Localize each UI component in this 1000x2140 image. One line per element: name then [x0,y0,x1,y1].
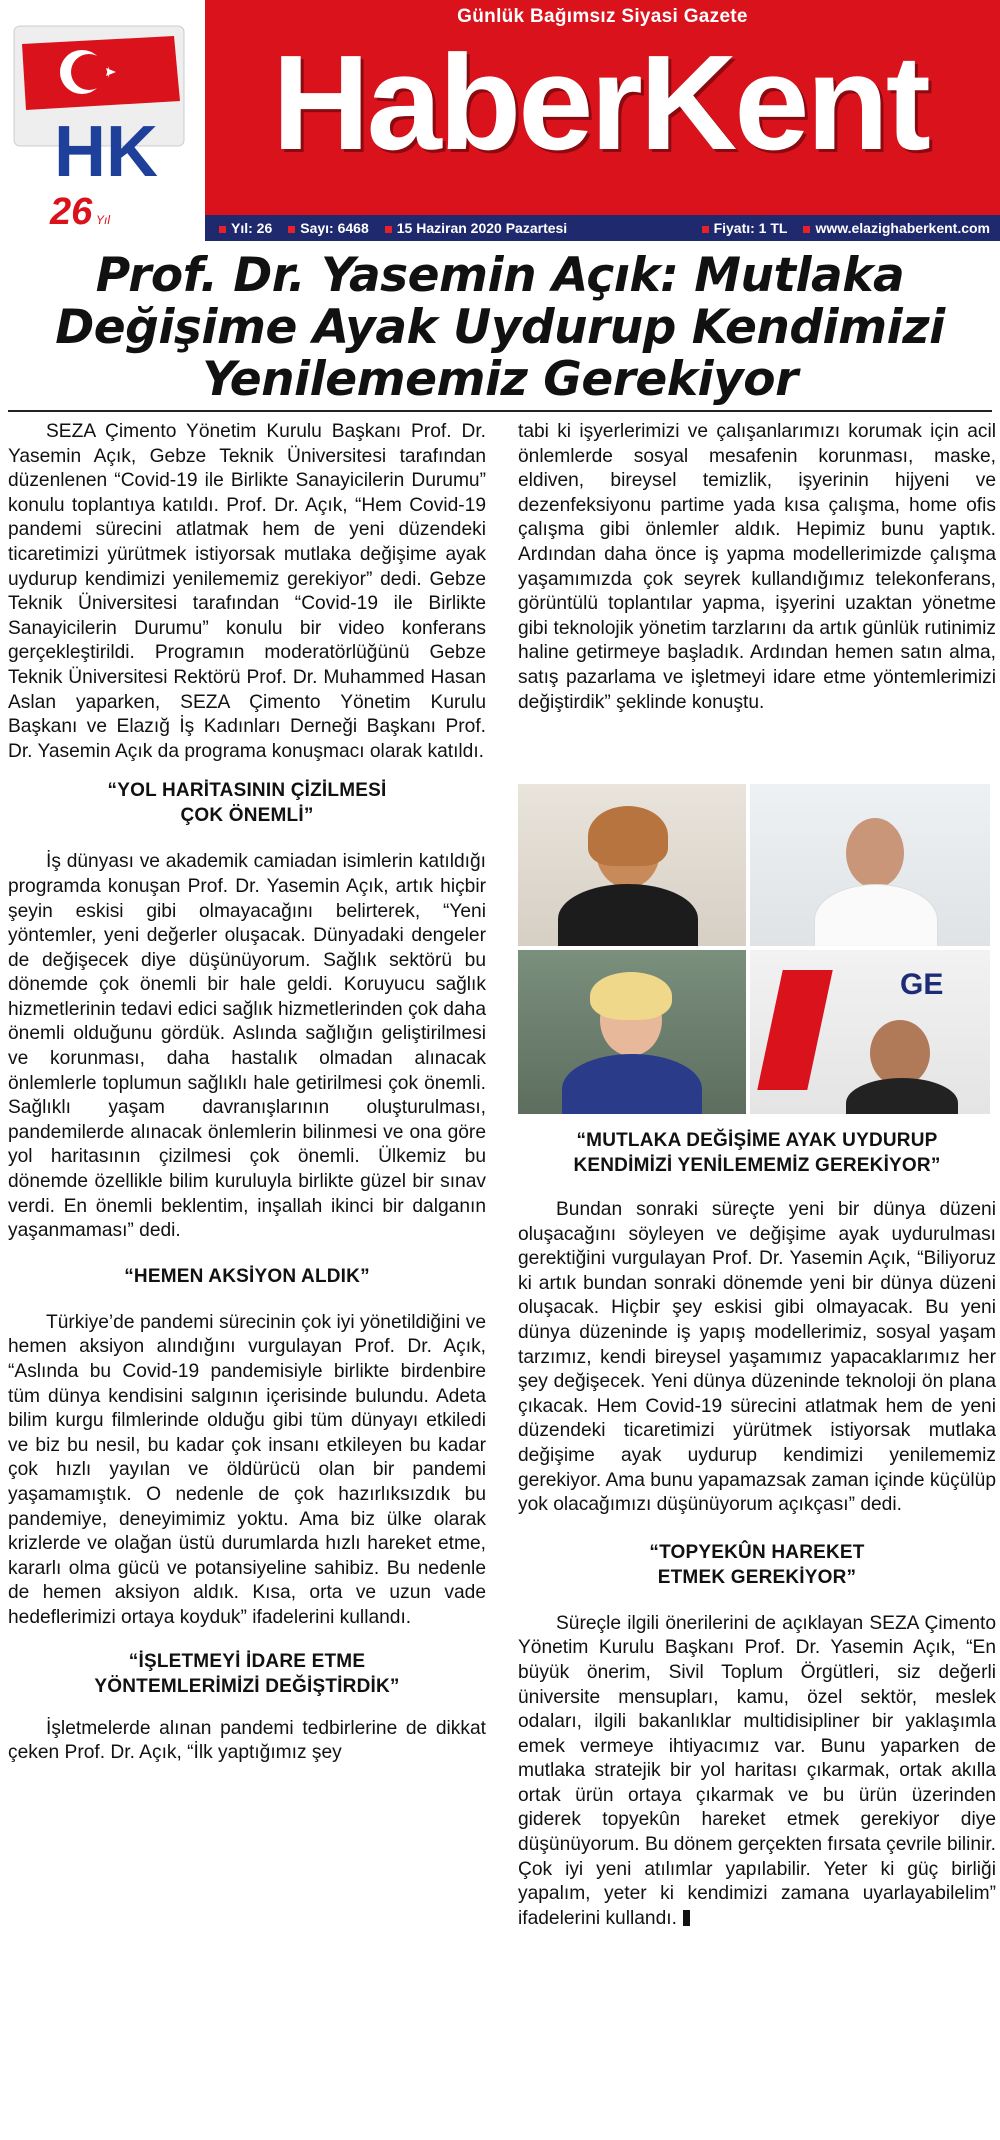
participant-photo-1 [518,784,746,946]
left-column [8,420,486,1766]
left-paragraph-1: SEZA Çimento Yönetim Kurulu Başkanı Prof. Dr. Yasemin Açık, Gebze Teknik Üniversitesi tarafından düzenlenen “Covid-19 ile Birlikte Sanayicilerin Durumu” konulu toplantıya katıldı. Prof. Dr. Açık, “Hem Covid-19 pandemi sürecini atlatmak hem de yeni düzendeki ticaretimizi yürütmek istiyorsak mutlaka değişime ayak uydurup kendimizi yenilememiz gerekiyor” dedi. Gebze Teknik Üniversitesi tarafından “Covid-19 ile Birlikte Sanayicilerin Durumu” konulu bir video konferans gerçekleştirildi. Programın moderatörlüğünü Gebze Teknik Üniversitesi Rektörü Prof. Dr. Muhammed Hasan Aslan yaparken, SEZA Çimento Yönetim Kurulu Başkanı ve Elazığ İş Kadınları Derneği Başkanı Prof. Dr. Yasemin Açık da programa konuşmacı olarak katıldı. [8,421,486,762]
headline-rule [8,410,992,412]
logo-hk-text: HK [54,112,158,192]
participant-photo-3 [518,950,746,1114]
gtu-logo-text: GE [900,968,944,1001]
masthead-tagline: Günlük Bağımsız Siyasi Gazete [457,6,748,27]
subheading-isletmeyi-idare: “İŞLETMEYİ İDARE ETME YÖNTEMLERİMİZİ DEĞİŞTİRDİK” [94,1650,400,1697]
left-paragraph-4: İşletmelerde alınan pandemi tedbirlerine de dikkat çeken Prof. Dr. Açık, “İlk yaptığımız şey [8,1717,486,1764]
right-column-bottom [518,1128,996,1931]
right-paragraph-3: Süreçle ilgili önerilerini de açıklayan SEZA Çimento Yönetim Kurulu Başkanı Prof. Dr. Yasemin Açık, “En büyük önerim, Sivil Toplum Örgütleri, siz değerli üniversite mensupları, kamu, özel sektör, meslek odaları, ilgili bakanlıklar multidisipliner bir yaklaşımla emek vermeye ihtiyacımız var. Bunu yaparken de mutlaka stratejik bir yol haritası çıkarmak, ortak akılla ortak ürün ortaya çıkarmak ve bu ürün üzerinden giderek topyekûn hareket etmek gerekiyor diye düşünüyorum. Bu dönem gerçekten fırsata çevrile bilinir. Çok iyi yeni atılımlar yapılabilir. Yeter ki güç birliği yapalım, yeter ki kendimizi zamana uyarlayabilelim” ifadelerini kullandı. [518,1612,996,1929]
masthead-brand-title: HaberKent [272,27,928,178]
masthead [0,0,1000,240]
article-headline: Prof. Dr. Yasemin Açık: Mutlaka Değişime Ayak Uydurup Kendimizi Yenilememiz Gerekiyor [55,248,945,407]
issue-year: Yıl: 26 [219,220,272,236]
website-link[interactable]: www.elazighaberkent.com [803,220,1000,236]
subheading-hemen-aksiyon: “HEMEN AKSİYON ALDIK” [124,1265,370,1287]
article-end-mark [683,1910,690,1926]
participant-photo-4 [750,950,990,1114]
right-paragraph-2: Bundan sonraki süreçte yeni bir dünya düzeni oluşacağını söyleyen ve değişime ayak uydurulması gerektiğini vurgulayan Prof. Dr. Yasemin Açık, “Biliyoruz ki artık bundan sonraki dönemde yeni bir dünya düzeni oluşacak. Hiçbir şey eskisi gibi olmayacak. Bu yeni dünya düzeninde iş yapış modellerimiz, sosyal yaşam tarzımız, kendi bireysel yaşamımız yapacaklarımız her şey değişecek. Yeni dünya düzeninde teknoloji ön plana çıkacak. Hem Covid-19 sürecini atlatmak hem de yeni düzendeki ticaretimizi yürütmek istiyorsak mutlaka değişime ayak uydurup kendimizi yenilememiz gerekiyor. Ama bunu yapamazsak zaman içinde küçülüp yok olacağımızı düşünüyorum açıkçası” dedi. [518,1199,996,1516]
issue-date: 15 Haziran 2020 Pazartesi [385,220,567,236]
subheading-yol-haritasi: “YOL HARİTASININ ÇİZİLMESİ ÇOK ÖNEMLİ” [107,780,387,827]
issue-price: Fiyatı: 1 TL [702,220,788,236]
video-conference-photo [518,784,990,1114]
subheading-mutlaka-degisime: “MUTLAKA DEĞİŞİME AYAK UYDURUP KENDİMİZİ YENİLEMEMİZ GEREKİYOR” [573,1130,941,1176]
issue-number: Sayı: 6468 [288,220,369,236]
logo-anniversary-unit: Yıl [96,213,111,227]
participant-photo-2 [750,784,990,946]
left-paragraph-3: Türkiye’de pandemi sürecinin çok iyi yönetildiğini ve hemen aksiyon alındığını vurgulayan Prof. Dr. Açık, “Aslında bu Covid-19 pandemisiyle birlikte birdenbire tüm dünya kendisini salgının içerisinde bulundu. Adeta bilim kurgu filmlerinde olduğu gibi tüm dünyayı etkiledi ve biz bu nesil, bu kadar çok insanı etkileyen bu kadar çok hızlı yayılan ve öldürücü olan bir pandemi yaşamamıştık. O nedenle de çok hazırlıksızdık bu pandemiye, deneyimimiz yoktu. Ama biz ülke olarak krizlerde ve olağan üstü durumlarda hızlı hareket etme, kararlı olma gücü ve potansiyeline sahibiz. Bu nedenle de hemen aksiyon aldık. Kısa, orta ve uzun vade hedeflerimizi ortaya koyduk” ifadelerini kullandı. [8,1311,486,1628]
right-column-top [518,420,996,715]
masthead-info-bar [205,215,1000,241]
haberkent-logo [4,6,204,236]
subheading-topyekun-hareket: “TOPYEKÛN HAREKET ETMEK GEREKİYOR” [649,1541,865,1588]
left-paragraph-2: İş dünyası ve akademik camiadan isimlerin katıldığı programda konuşan Prof. Dr. Yasemin Açık, artık hiçbir şeyin eskisi gibi olmayacağını belirterek, “Yeni yöntemler, yeni değerler oluşacak. Dünyadaki dengeler de değişecek diye düşünüyorum. Sağlık sektörü bu dönemde çok önemli bir hale geldi. Koruyucu sağlık hizmetlerinin tedavi edici sağlık hizmetlerinden çok daha önemli olduğunu gördük. Aslında sağlığın geliştirilmesi ve korunması, daha hastalık olmadan alınacak önlemlerle toplumun sağlıklı hale getirilmesi çok önemli. Sağlıklı yaşam davranışlarının oluşturulması, pandemilerde alınacak önlemlerin bilinmesi ve ona göre yol haritasının çizilmesi çok önemli. Ülkemiz bu dönemde özellikle bilim kuruluyla birlikte güzel bir sınav verdi. En önemli beklentim, inşallah ikinci bir dalganın yaşanmaması” dedi. [8,851,486,1242]
right-paragraph-1: tabi ki işyerlerimizi ve çalışanlarımızı korumak için acil önlemlerde sosyal mesafenin korunması, maske, eldiven, bireysel temizlik, işyerinin hijyeni ve dezenfeksiyonu partime yada kısa çalışma, home ofis çalışma gibi önlemler aldık. Hepimiz bunu yaptık. Ardından daha önce iş yapma modellerimizde çalışma yaşamımızda çok seyrek kullandığımız telekonferans, görüntülü toplantılar yapma, işyerini uzaktan yönetme gibi teknolojik yönetim tarzlarını da artık günlük rutinimiz haline getirmeye başladık. Ardından hemen satın alma, satış pazarlama ve işletmeyi idare etme yöntemlerimizi değiştirdik” şeklinde konuştu. [518,421,996,713]
logo-anniversary-number: 26 [50,191,93,233]
